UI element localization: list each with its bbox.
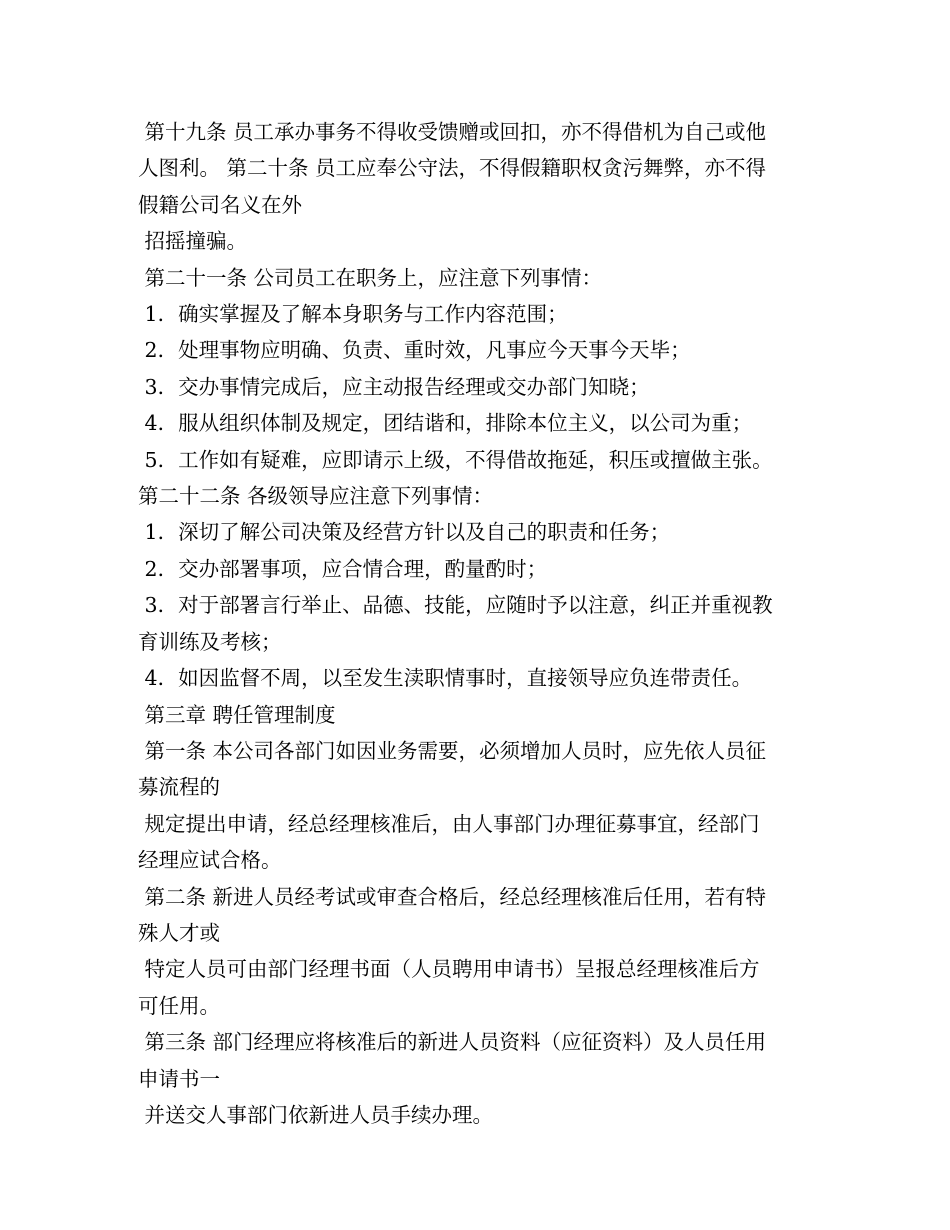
text-line: 人图利。 第二十条 员工应奉公守法，不得假籍职权贪污舞弊，亦不得 bbox=[138, 156, 767, 181]
text-line: 申请书一 bbox=[138, 1066, 220, 1091]
text-line: 第二十二条 各级领导应注意下列事情： bbox=[138, 484, 494, 509]
text-line: 育训练及考核； bbox=[138, 629, 282, 654]
text-line: 4．如因监督不周，以至发生渎职情事时，直接领导应负连带责任。 bbox=[138, 666, 753, 691]
text-line: 第三章 聘任管理制度 bbox=[138, 702, 336, 727]
text-line: 可任用。 bbox=[138, 993, 220, 1018]
text-line: 经理应试合格。 bbox=[138, 848, 282, 873]
text-line: 2．交办部署事项，应合情合理，酌量酌时； bbox=[138, 556, 548, 581]
text-line: 1．深切了解公司决策及经营方针以及自己的职责和任务； bbox=[138, 520, 671, 545]
text-line: 殊人才或 bbox=[138, 920, 220, 945]
text-line: 假籍公司名义在外 bbox=[138, 192, 302, 217]
document-body bbox=[138, 114, 818, 1133]
text-line: 第一条 本公司各部门如因业务需要，必须增加人员时，应先依人员征 bbox=[138, 738, 767, 763]
text-line: 2．处理事物应明确、负责、重时效，凡事应今天事今天毕； bbox=[138, 338, 691, 363]
text-line: 并送交人事部门依新进人员手续办理。 bbox=[138, 1102, 494, 1127]
text-line: 3．对于部署言行举止、品德、技能，应随时予以注意，纠正并重视教 bbox=[138, 593, 773, 618]
text-line: 第二十一条 公司员工在职务上，应注意下列事情： bbox=[138, 265, 603, 290]
text-line: 第二条 新进人员经考试或审查合格后，经总经理核准后任用，若有特 bbox=[138, 884, 767, 909]
text-line: 规定提出申请，经总经理核准后，由人事部门办理征募事宜，经部门 bbox=[138, 811, 760, 836]
text-line: 特定人员可由部门经理书面（人员聘用申请书）呈报总经理核准后方 bbox=[138, 957, 760, 982]
text-line: 募流程的 bbox=[138, 775, 220, 800]
text-line: 5．工作如有疑难，应即请示上级，不得借故拖延，积压或擅做主张。 bbox=[138, 447, 773, 472]
text-line: 招摇撞骗。 bbox=[138, 229, 248, 254]
text-line: 4．服从组织体制及规定，团结谐和，排除本位主义，以公司为重； bbox=[138, 411, 753, 436]
text-line: 1．确实掌握及了解本身职务与工作内容范围； bbox=[138, 302, 568, 327]
text-line: 第十九条 员工承办事务不得收受馈赠或回扣，亦不得借机为自己或他 bbox=[138, 120, 767, 144]
text-line: 第三条 部门经理应将核准后的新进人员资料（应征资料）及人员任用 bbox=[138, 1030, 767, 1055]
text-line: 3．交办事情完成后，应主动报告经理或交办部门知晓； bbox=[138, 374, 650, 399]
